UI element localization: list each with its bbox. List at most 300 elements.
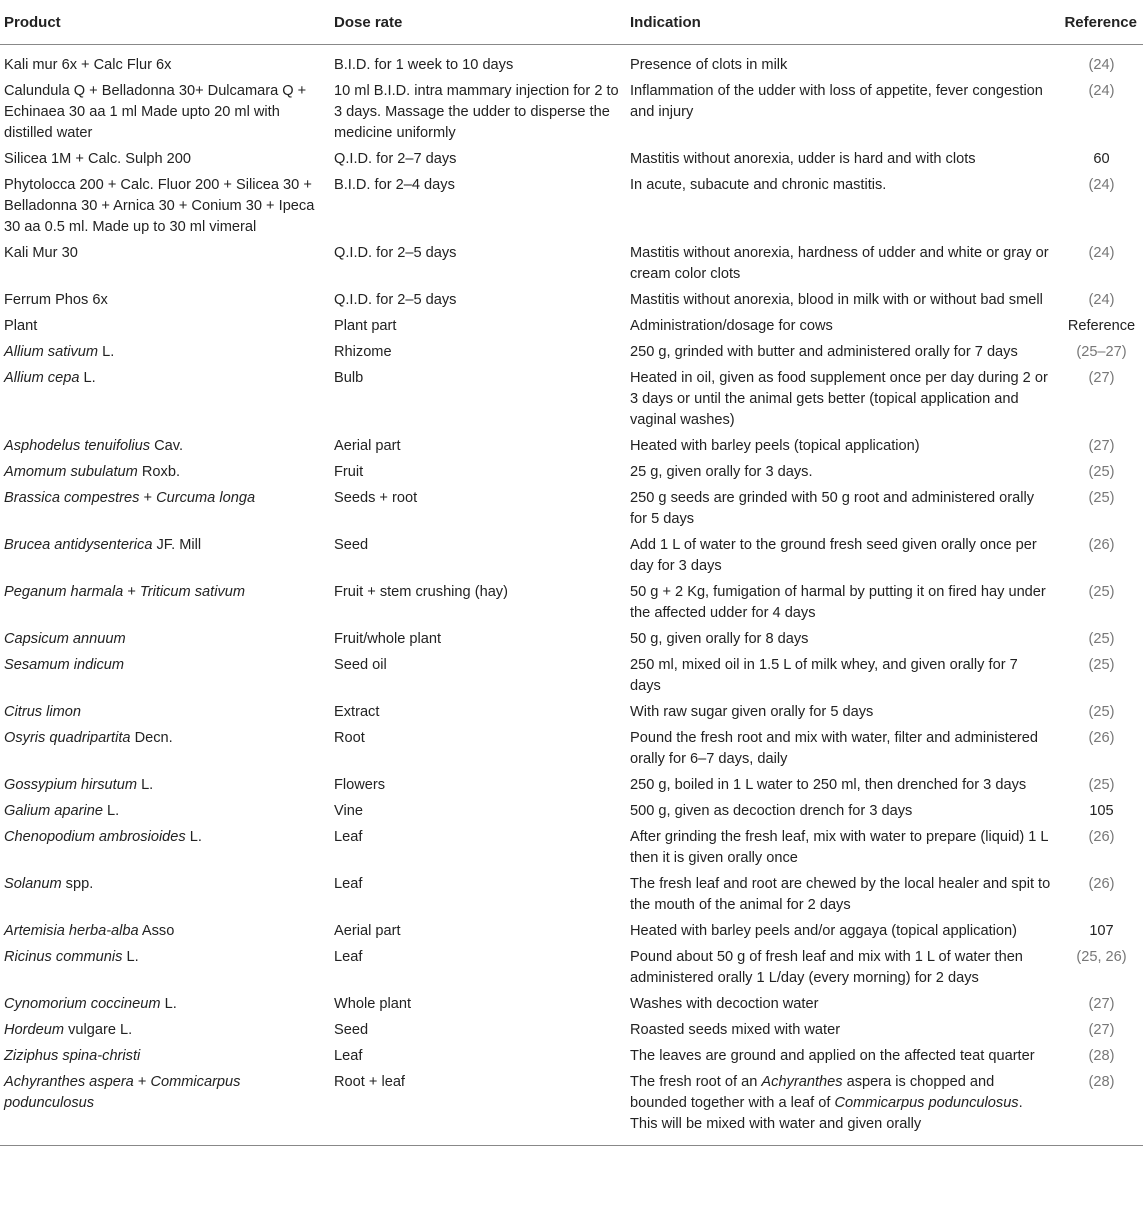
dose-cell — [330, 366, 626, 434]
indication-cell — [626, 799, 1056, 825]
dose-cell — [330, 825, 626, 872]
citation-paren: ) — [1109, 464, 1115, 480]
citation — [1089, 464, 1115, 480]
table-row — [0, 726, 1143, 773]
indication-text: After grinding the fresh leaf, mix with water to prepare (liquid) 1 L then it is given orally once — [630, 829, 1049, 866]
indication-cell — [626, 434, 1056, 460]
indication-cell — [626, 45, 1056, 80]
dose-cell — [330, 147, 626, 173]
table-row — [0, 460, 1143, 486]
species-authority: L. — [79, 370, 96, 386]
citation-link[interactable]: 26 — [1093, 730, 1110, 746]
reference-cell — [1056, 241, 1143, 288]
species-name: Amomum subulatum — [4, 464, 138, 480]
product-cell — [0, 945, 330, 992]
citation-link[interactable]: 27 — [1093, 996, 1110, 1012]
species-name: Ricinus communis — [4, 949, 123, 965]
table-row — [0, 366, 1143, 434]
species-name: Citrus limon — [4, 704, 82, 720]
dose-cell — [330, 1044, 626, 1070]
citation — [1089, 83, 1115, 99]
citation-link[interactable]: 25 — [1093, 490, 1110, 506]
dose-cell — [330, 340, 626, 366]
dose-text: Root + leaf — [334, 1074, 405, 1090]
citation-link[interactable]: 24 — [1093, 83, 1110, 99]
citation — [1089, 1048, 1115, 1064]
product-cell — [0, 1070, 330, 1146]
reference-text: 107 — [1089, 923, 1114, 939]
citation-paren: ( — [1088, 438, 1094, 454]
species-name: Peganum harmala — [4, 584, 124, 600]
product-cell — [0, 241, 330, 288]
reference-cell — [1056, 366, 1143, 434]
indication-cell — [626, 653, 1056, 700]
citation-separator: , — [1097, 949, 1106, 965]
indication-text: Heated with barley peels (topical application) — [630, 438, 920, 454]
product-cell — [0, 533, 330, 580]
dose-text: Plant part — [334, 318, 397, 334]
table-row — [0, 314, 1143, 340]
indication-cell — [626, 173, 1056, 241]
product-cell — [0, 79, 330, 147]
product-cell — [0, 919, 330, 945]
reference-cell — [1056, 173, 1143, 241]
citation — [1089, 829, 1115, 845]
species-name: Capsicum annuum — [4, 631, 126, 647]
citation-paren: ) — [1109, 83, 1115, 99]
table-row — [0, 919, 1143, 945]
dose-cell — [330, 700, 626, 726]
citation-paren: ) — [1109, 730, 1115, 746]
indication-cell — [626, 79, 1056, 147]
citation-link[interactable]: 27 — [1093, 370, 1110, 386]
citation-link[interactable]: 25 — [1081, 949, 1098, 965]
citation-paren: ( — [1076, 949, 1082, 965]
citation-link[interactable]: 26 — [1093, 537, 1110, 553]
table-body — [0, 45, 1143, 1146]
reference-cell — [1056, 799, 1143, 825]
dose-text: Root — [334, 730, 365, 746]
product-cell — [0, 486, 330, 533]
citation-link[interactable]: 25 — [1093, 777, 1110, 793]
citation-paren: ( — [1088, 730, 1094, 746]
header-row — [0, 0, 1143, 45]
dose-text: Rhizome — [334, 344, 392, 360]
product-name: Phytolocca 200 + Calc. Fluor 200 + Silicea 30 + Belladonna 30 + Arnica 30 + Conium 30 + Ipeca 30 aa 0.5 ml. Made up to 30 ml vimeral — [4, 177, 315, 235]
dose-cell — [330, 173, 626, 241]
citation-paren: ) — [1109, 370, 1115, 386]
dose-cell — [330, 45, 626, 80]
citation-paren: ) — [1121, 344, 1127, 360]
dose-text: Fruit/whole plant — [334, 631, 442, 647]
dose-cell — [330, 580, 626, 627]
reference-cell — [1056, 945, 1143, 992]
product-cell — [0, 580, 330, 627]
product-name: Kali Mur 30 — [4, 245, 78, 261]
reference-cell — [1056, 825, 1143, 872]
citation-paren: ) — [1109, 438, 1115, 454]
indication-text: Mastitis without anorexia, hardness of udder and white or gray or cream color clots — [630, 245, 1049, 282]
species-authority: Cav. — [150, 438, 184, 454]
indication-text: Heated with barley peels and/or aggaya (topical application) — [630, 923, 1017, 939]
product-joiner: + — [139, 490, 157, 506]
reference-cell — [1056, 653, 1143, 700]
indication-species: Achyranthes — [761, 1074, 843, 1090]
species-authority: Decn. — [130, 730, 173, 746]
citation-link[interactable]: 27 — [1093, 438, 1110, 454]
product-name: Plant — [4, 318, 38, 334]
dose-text: B.I.D. for 2–4 days — [334, 177, 455, 193]
product-cell — [0, 147, 330, 173]
indication-cell — [626, 460, 1056, 486]
species-name: Allium sativum — [4, 344, 99, 360]
header-reference: Reference — [1056, 0, 1143, 45]
citation-paren: ( — [1088, 1022, 1094, 1038]
table-row — [0, 241, 1143, 288]
citation — [1089, 370, 1115, 386]
product-cell — [0, 460, 330, 486]
dose-cell — [330, 627, 626, 653]
citation-paren: ( — [1088, 83, 1094, 99]
citation — [1089, 1074, 1115, 1090]
dose-text: Leaf — [334, 876, 363, 892]
reference-cell — [1056, 726, 1143, 773]
table-row — [0, 580, 1143, 627]
indication-text: With raw sugar given orally for 5 days — [630, 704, 874, 720]
dose-text: Vine — [334, 803, 363, 819]
citation-paren: ( — [1088, 490, 1094, 506]
indication-text: Administration/dosage for cows — [630, 318, 833, 334]
dose-text: B.I.D. for 1 week to 10 days — [334, 57, 514, 73]
species-authority: L. — [137, 777, 154, 793]
species-authority: vulgare L. — [64, 1022, 133, 1038]
citation — [1076, 344, 1126, 360]
dose-cell — [330, 799, 626, 825]
citation — [1089, 996, 1115, 1012]
citation-link[interactable]: 25 — [1093, 704, 1110, 720]
indication-cell — [626, 1018, 1056, 1044]
indication-cell — [626, 486, 1056, 533]
indication-cell — [626, 627, 1056, 653]
indication-text: Pound the fresh root and mix with water, filter and administered orally for 6–7 days, daily — [630, 730, 1039, 767]
reference-text: 60 — [1093, 151, 1110, 167]
product-cell — [0, 434, 330, 460]
citation-link[interactable]: 26 — [1105, 949, 1122, 965]
reference-cell — [1056, 580, 1143, 627]
citation-link[interactable]: 25 — [1093, 464, 1110, 480]
table-row — [0, 825, 1143, 872]
table-row — [0, 872, 1143, 919]
product-cell — [0, 773, 330, 799]
citation-link[interactable]: 25 — [1093, 631, 1110, 647]
indication-text: 250 ml, mixed oil in 1.5 L of milk whey, and given orally for 7 days — [630, 657, 1018, 694]
indication-text: 250 g, grinded with butter and administered orally for 7 days — [630, 344, 1018, 360]
table-row — [0, 173, 1143, 241]
reference-cell — [1056, 45, 1143, 80]
species-name: Artemisia herba-alba — [4, 923, 139, 939]
indication-text: Washes with decoction water — [630, 996, 819, 1012]
product-cell — [0, 799, 330, 825]
table-row — [0, 1070, 1143, 1146]
citation-paren: ) — [1109, 292, 1115, 308]
citation-paren: ( — [1088, 292, 1094, 308]
table-row — [0, 700, 1143, 726]
dose-text: Q.I.D. for 2–7 days — [334, 151, 457, 167]
indication-cell — [626, 288, 1056, 314]
reference-cell — [1056, 147, 1143, 173]
dose-cell — [330, 533, 626, 580]
reference-cell — [1056, 434, 1143, 460]
citation-paren: ( — [1076, 344, 1082, 360]
citation-paren: ( — [1088, 876, 1094, 892]
dose-text: Seed oil — [334, 657, 387, 673]
table-row — [0, 945, 1143, 992]
product-cell — [0, 45, 330, 80]
species-name: Chenopodium ambrosioides — [4, 829, 186, 845]
indication-cell — [626, 872, 1056, 919]
table-row — [0, 1044, 1143, 1070]
citation — [1089, 292, 1115, 308]
species-authority: JF. Mill — [152, 537, 202, 553]
indication-text: Inflammation of the udder with loss of appetite, fever congestion and injury — [630, 83, 1043, 120]
header-dose-rate: Dose rate — [330, 0, 626, 45]
product-joiner: + — [123, 584, 140, 600]
citation-paren: ( — [1088, 996, 1094, 1012]
product-cell — [0, 314, 330, 340]
citation-paren: ) — [1109, 537, 1115, 553]
species-name: Commicarpus podunculosus — [4, 1074, 241, 1111]
citation — [1089, 631, 1115, 647]
table-row — [0, 799, 1143, 825]
reference-cell — [1056, 1044, 1143, 1070]
citation-paren: ) — [1109, 584, 1115, 600]
reference-cell — [1056, 1070, 1143, 1146]
table-row — [0, 773, 1143, 799]
reference-cell — [1056, 919, 1143, 945]
indication-cell — [626, 945, 1056, 992]
product-cell — [0, 653, 330, 700]
product-cell — [0, 1044, 330, 1070]
species-name: Brucea antidysenterica — [4, 537, 153, 553]
citation — [1089, 57, 1115, 73]
citation-paren: ( — [1088, 370, 1094, 386]
header-indication: Indication — [626, 0, 1056, 45]
citation — [1076, 949, 1126, 965]
indication-cell — [626, 919, 1056, 945]
table-row — [0, 486, 1143, 533]
species-name: Ziziphus spina-christi — [4, 1048, 141, 1064]
indication-text: The fresh leaf and root are chewed by the local healer and spit to the mouth of the animal for 2 days — [630, 876, 1051, 913]
species-name: Gossypium hirsutum — [4, 777, 138, 793]
reference-cell — [1056, 1018, 1143, 1044]
citation-paren: ( — [1088, 245, 1094, 261]
dose-cell — [330, 653, 626, 700]
dose-cell — [330, 919, 626, 945]
product-cell — [0, 1018, 330, 1044]
reference-cell — [1056, 79, 1143, 147]
table-row — [0, 627, 1143, 653]
citation-paren: ( — [1088, 704, 1094, 720]
species-name: Galium aparine — [4, 803, 103, 819]
dose-cell — [330, 241, 626, 288]
indication-cell — [626, 1070, 1056, 1146]
product-name: Kali mur 6x + Calc Flur 6x — [4, 57, 172, 73]
species-name: Curcuma longa — [156, 490, 256, 506]
indication-text: Presence of clots in milk — [630, 57, 788, 73]
citation-paren: ) — [1109, 57, 1115, 73]
reference-cell — [1056, 872, 1143, 919]
dose-text: Leaf — [334, 829, 363, 845]
indication-text: The leaves are ground and applied on the affected teat quarter — [630, 1048, 1035, 1064]
product-cell — [0, 366, 330, 434]
dose-text: Flowers — [334, 777, 386, 793]
species-name: Brassica compestres — [4, 490, 140, 506]
indication-cell — [626, 340, 1056, 366]
product-cell — [0, 340, 330, 366]
citation-link[interactable]: 25 — [1093, 657, 1110, 673]
indication-text: Pound about 50 g of fresh leaf and mix with 1 L of water then administered orally 1 L/day (every morning) for 2 days — [630, 949, 1023, 986]
citation — [1089, 537, 1115, 553]
dose-cell — [330, 486, 626, 533]
dose-text: Seed — [334, 537, 369, 553]
citation — [1089, 584, 1115, 600]
citation — [1089, 438, 1115, 454]
dose-text: Leaf — [334, 949, 363, 965]
citation-paren: ( — [1088, 177, 1094, 193]
citation — [1089, 245, 1115, 261]
citation-paren: ) — [1109, 996, 1115, 1012]
citation — [1089, 730, 1115, 746]
product-cell — [0, 627, 330, 653]
indication-cell — [626, 241, 1056, 288]
citation-link[interactable]: 26 — [1093, 829, 1110, 845]
dose-cell — [330, 726, 626, 773]
citation-link[interactable]: 24 — [1093, 57, 1110, 73]
indication-text: Add 1 L of water to the ground fresh seed given orally once per day for 3 days — [630, 537, 1037, 574]
indication-cell — [626, 147, 1056, 173]
species-name: Achyranthes aspera — [4, 1074, 134, 1090]
citation-paren: ( — [1088, 777, 1094, 793]
citation-paren: ) — [1109, 177, 1115, 193]
citation-paren: ( — [1088, 631, 1094, 647]
product-cell — [0, 825, 330, 872]
citation-paren: ( — [1088, 57, 1094, 73]
dose-text: Q.I.D. for 2–5 days — [334, 245, 457, 261]
dose-text: Q.I.D. for 2–5 days — [334, 292, 457, 308]
citation — [1089, 177, 1115, 193]
citation-link[interactable]: 25 — [1093, 584, 1110, 600]
indication-text: 250 g seeds are grinded with 50 g root and administered orally for 5 days — [630, 490, 1035, 527]
dose-text: Aerial part — [334, 438, 401, 454]
citation-paren: ) — [1109, 1048, 1115, 1064]
product-cell — [0, 173, 330, 241]
indication-text: The fresh root of an — [630, 1074, 762, 1090]
indication-text: 25 g, given orally for 3 days. — [630, 464, 813, 480]
species-authority: Roxb. — [137, 464, 181, 480]
citation-paren: ( — [1088, 829, 1094, 845]
indication-text: In acute, subacute and chronic mastitis. — [630, 177, 887, 193]
species-name: Allium cepa — [4, 370, 80, 386]
species-name: Asphodelus tenuifolius — [4, 438, 151, 454]
table-row — [0, 1018, 1143, 1044]
species-authority: spp. — [61, 876, 94, 892]
reference-cell — [1056, 314, 1143, 340]
product-name: Calundula Q + Belladonna 30+ Dulcamara Q + Echinaea 30 aa 1 ml Made upto 20 ml with distilled water — [4, 83, 307, 141]
citation-paren: ( — [1088, 584, 1094, 600]
dose-cell — [330, 460, 626, 486]
citation — [1089, 704, 1115, 720]
species-name: Triticum sativum — [139, 584, 246, 600]
dose-text: Extract — [334, 704, 380, 720]
indication-text: . This will be mixed with water and given orally — [630, 1095, 1023, 1132]
indication-cell — [626, 1044, 1056, 1070]
citation-link[interactable]: 24 — [1093, 177, 1110, 193]
citation-paren: ) — [1109, 829, 1115, 845]
citation-link[interactable]: 24 — [1093, 292, 1110, 308]
citation-link[interactable]: 28 — [1093, 1048, 1110, 1064]
product-name: Silicea 1M + Calc. Sulph 200 — [4, 151, 191, 167]
dose-text: Seeds + root — [334, 490, 418, 506]
reference-cell — [1056, 700, 1143, 726]
citation-link[interactable]: 28 — [1093, 1074, 1110, 1090]
citation — [1089, 490, 1115, 506]
species-name: Osyris quadripartita — [4, 730, 131, 746]
dose-text: Leaf — [334, 1048, 363, 1064]
citation — [1089, 777, 1115, 793]
dose-cell — [330, 1018, 626, 1044]
citation-link[interactable]: 26 — [1093, 876, 1110, 892]
reference-cell — [1056, 627, 1143, 653]
indication-text: Mastitis without anorexia, udder is hard and with clots — [630, 151, 976, 167]
species-authority: L. — [185, 829, 202, 845]
indication-cell — [626, 726, 1056, 773]
dose-text: Fruit + stem crushing (hay) — [334, 584, 508, 600]
species-authority: L. — [98, 344, 115, 360]
indication-cell — [626, 992, 1056, 1018]
reference-text: 105 — [1089, 803, 1114, 819]
reference-text: Reference — [1067, 318, 1136, 334]
citation-paren: ) — [1121, 949, 1127, 965]
species-name: Cynomorium coccineum — [4, 996, 161, 1012]
dose-cell — [330, 434, 626, 460]
citation — [1089, 1022, 1115, 1038]
table-row — [0, 653, 1143, 700]
dose-text: Fruit — [334, 464, 364, 480]
species-name: Sesamum indicum — [4, 657, 125, 673]
dose-text: Seed — [334, 1022, 369, 1038]
citation-link[interactable]: 25–27 — [1081, 344, 1122, 360]
citation-paren: ) — [1109, 704, 1115, 720]
citation — [1089, 657, 1115, 673]
citation-paren: ( — [1088, 1074, 1094, 1090]
citation-paren: ) — [1109, 657, 1115, 673]
product-cell — [0, 872, 330, 919]
table-row — [0, 45, 1143, 80]
dose-cell — [330, 79, 626, 147]
citation-link[interactable]: 27 — [1093, 1022, 1110, 1038]
citation-paren: ( — [1088, 1048, 1094, 1064]
citation-link[interactable]: 24 — [1093, 245, 1110, 261]
table-row — [0, 434, 1143, 460]
dose-cell — [330, 1070, 626, 1146]
citation-paren: ( — [1088, 464, 1094, 480]
citation-paren: ) — [1109, 1022, 1115, 1038]
indication-species: Commicarpus podunculosus — [834, 1095, 1019, 1111]
table-row — [0, 288, 1143, 314]
table-row — [0, 992, 1143, 1018]
table-row — [0, 79, 1143, 147]
citation-paren: ) — [1109, 490, 1115, 506]
